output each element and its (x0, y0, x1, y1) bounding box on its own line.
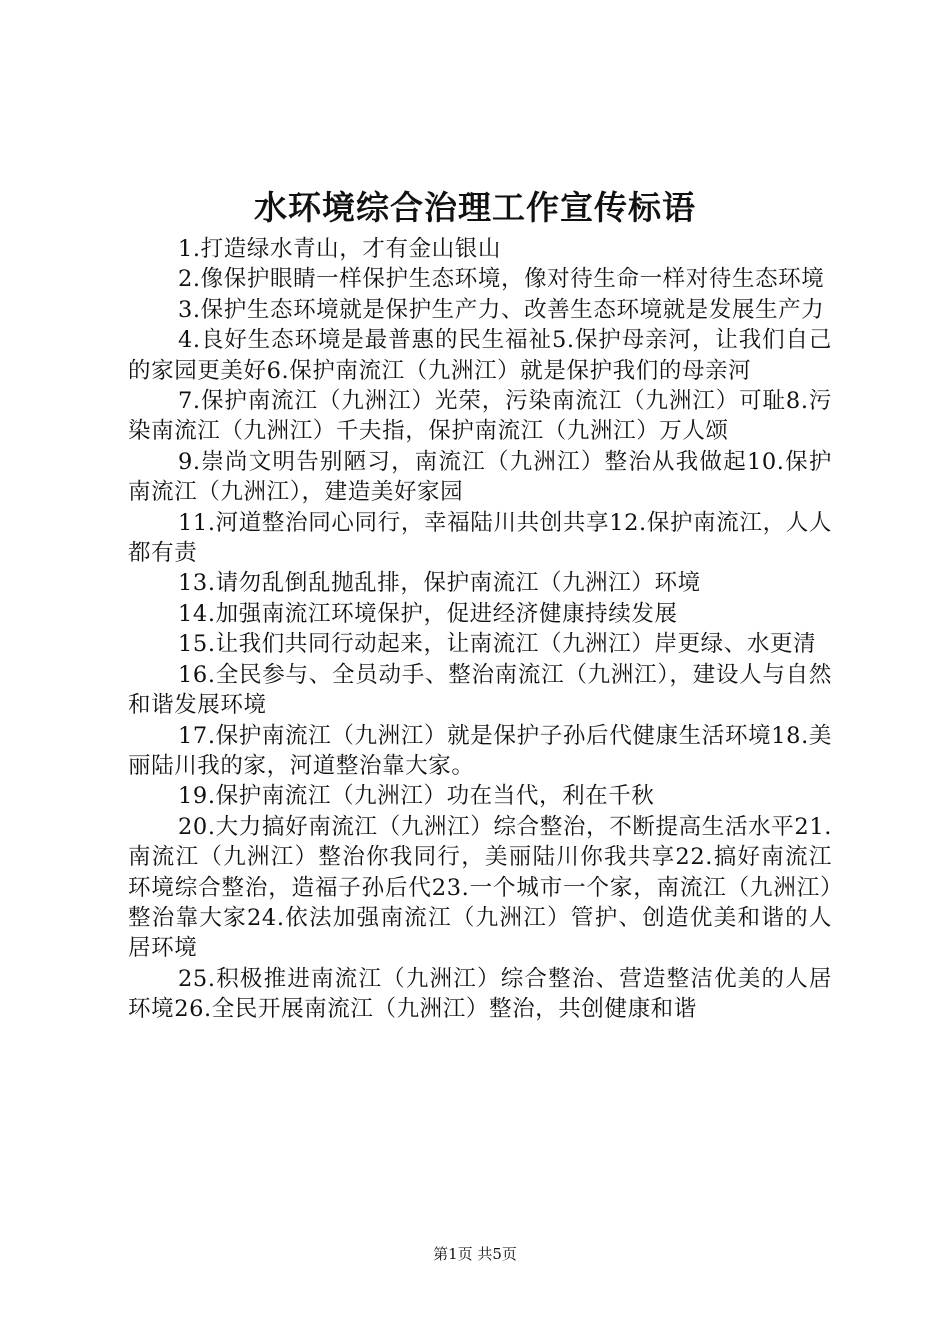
slogan-paragraph: 9.崇尚文明告别陋习，南流江（九洲江）整治从我做起10.保护南流江（九洲江），建造美好家园 (128, 448, 832, 506)
slogan-paragraph: 19.保护南流江（九洲江）功在当代，利在千秋 (178, 783, 655, 810)
slogan-paragraph: 4.良好生态环境是最普惠的民生福祉5.保护母亲河，让我们自己的家园更美好6.保护南流江（九洲江）就是保护我们的母亲河 (128, 327, 832, 384)
page-number-footer: 第1页 共5页 (433, 1245, 517, 1263)
slogan-paragraph: 17.保护南流江（九洲江）就是保护子孙后代健康生活环境18.美丽陆川我的家，河道整治靠大家。 (128, 722, 832, 779)
slogan-paragraph: 7.保护南流江（九洲江）光荣，污染南流江（九洲江）可耻8.污染南流江（九洲江）千夫指，保护南流江（九洲江）万人颂 (128, 388, 832, 445)
slogan-paragraph: 2.像保护眼睛一样保护生态环境，像对待生命一样对待生态环境 (178, 266, 825, 293)
slogan-paragraph: 15.让我们共同行动起来，让南流江（九洲江）岸更绿、水更清 (178, 631, 817, 658)
document-title: 水环境综合治理工作宣传标语 (254, 188, 696, 227)
slogan-paragraph: 16.全民参与、全员动手、整治南流江（九洲江），建设人与自然和谐发展环境 (128, 661, 832, 719)
slogan-paragraph: 11.河道整治同心同行，幸福陆川共创共享12.保护南流江，人人都有责 (128, 509, 832, 567)
slogan-paragraph: 20.大力搞好南流江（九洲江）综合整治，不断提高生活水平21.南流江（九洲江）整治你我同行，美丽陆川你我共享22.搞好南流江环境综合整治，造福子孙后代23.一个城市一个家，南流江（九洲江）整治靠大家24.依法加强南流江（九洲江）管护、创造优美和谐的人居环境 (128, 813, 832, 962)
slogan-list (128, 234, 832, 1025)
slogan-paragraph: 14.加强南流江环境保护，促进经济健康持续发展 (178, 600, 678, 627)
slogan-paragraph: 3.保护生态环境就是保护生产力、改善生态环境就是发展生产力 (178, 296, 825, 323)
slogan-paragraph: 13.请勿乱倒乱抛乱排，保护南流江（九洲江）环境 (178, 570, 701, 597)
slogan-paragraph: 25.积极推进南流江（九洲江）综合整治、营造整洁优美的人居环境26.全民开展南流江（九洲江）整治，共创健康和谐 (128, 965, 832, 1023)
slogan-paragraph: 1.打造绿水青山，才有金山银山 (178, 236, 501, 262)
